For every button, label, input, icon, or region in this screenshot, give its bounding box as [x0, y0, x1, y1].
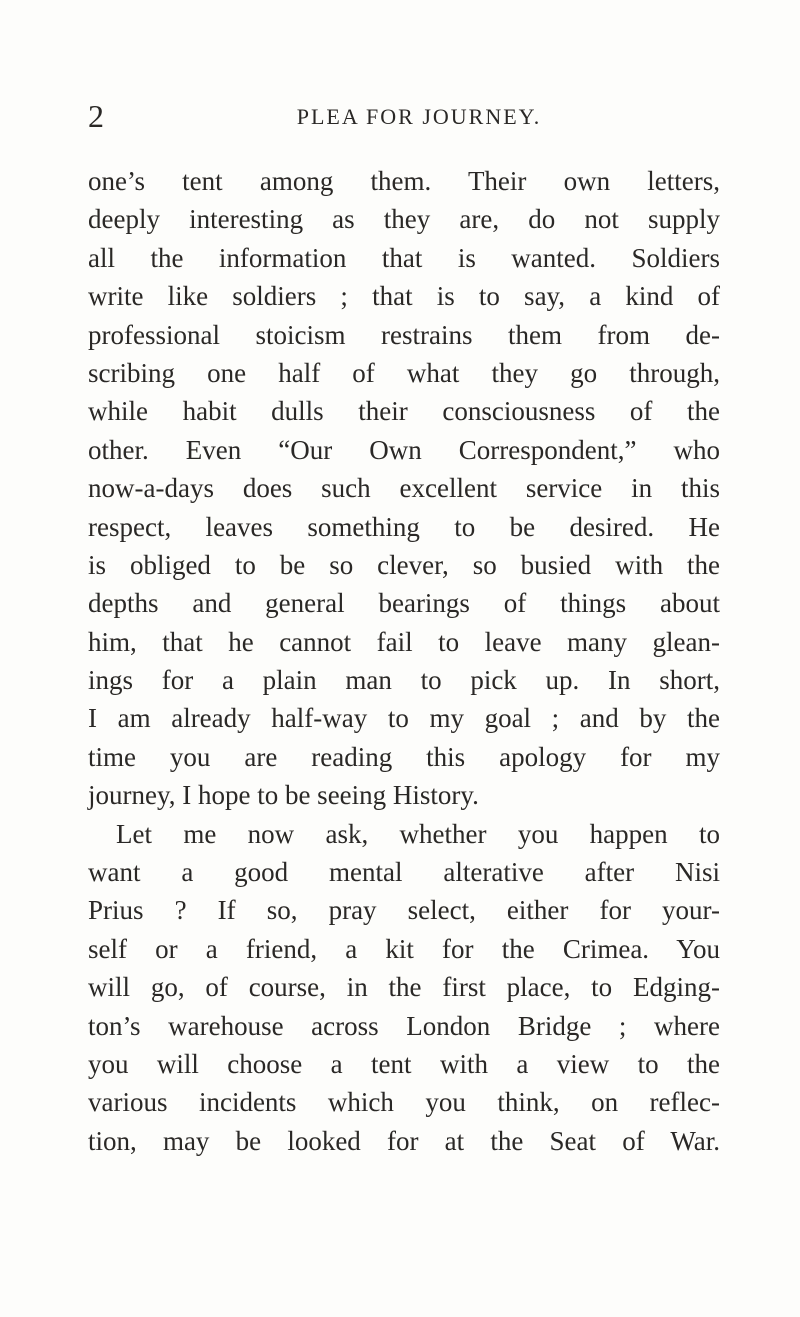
text-line: scribing one half of what they go through,	[88, 357, 720, 388]
text-line: one’s tent among them. Their own letters,	[88, 166, 720, 196]
running-title: PLEA FOR JOURNEY.	[296, 104, 542, 129]
text-line: depths and general bearings of things about	[88, 588, 720, 619]
page-number: 2	[88, 98, 104, 134]
text-line: I am already half-way to my goal ; and by the	[88, 703, 720, 734]
text-line: is obliged to be so clever, so busied with the	[88, 549, 720, 580]
text-line: all the information that is wanted. Soldiers	[88, 242, 720, 273]
text-line: want a good mental alterative after Nisi	[88, 857, 720, 888]
text-line: respect, leaves something to be desired. He	[88, 511, 720, 542]
text-line: other. Even “Our Own Correspondent,” who	[88, 434, 720, 465]
text-line: ings for a plain man to pick up. In short,	[88, 665, 720, 696]
text-line: various incidents which you think, on reflec-	[88, 1087, 720, 1118]
text-line: while habit dulls their consciousness of the	[88, 396, 720, 427]
page-header	[88, 96, 720, 136]
text-line: him, that he cannot fail to leave many glean-	[88, 626, 720, 657]
text-line: will go, of course, in the first place, to Edging-	[88, 972, 720, 1003]
text-line: self or a friend, a kit for the Crimea. You	[88, 933, 720, 964]
text-line: time you are reading this apology for my	[88, 741, 720, 772]
text-line: you will choose a tent with a view to the	[88, 1048, 720, 1079]
body-text	[88, 162, 720, 1160]
text-line: tion, may be looked for at the Seat of War.	[88, 1125, 720, 1156]
text-line: journey, I hope to be seeing History.	[88, 780, 479, 811]
text-line: now-a-days does such excellent service in this	[88, 473, 720, 504]
text-line: Let me now ask, whether you happen to	[116, 818, 720, 849]
text-line: Prius ? If so, pray select, either for your-	[88, 895, 720, 926]
text-line: professional stoicism restrains them from de-	[88, 319, 720, 350]
text-line: ton’s warehouse across London Bridge ; where	[88, 1010, 720, 1041]
text-line: deeply interesting as they are, do not supply	[88, 204, 720, 235]
text-line: write like soldiers ; that is to say, a kind of	[88, 281, 720, 312]
